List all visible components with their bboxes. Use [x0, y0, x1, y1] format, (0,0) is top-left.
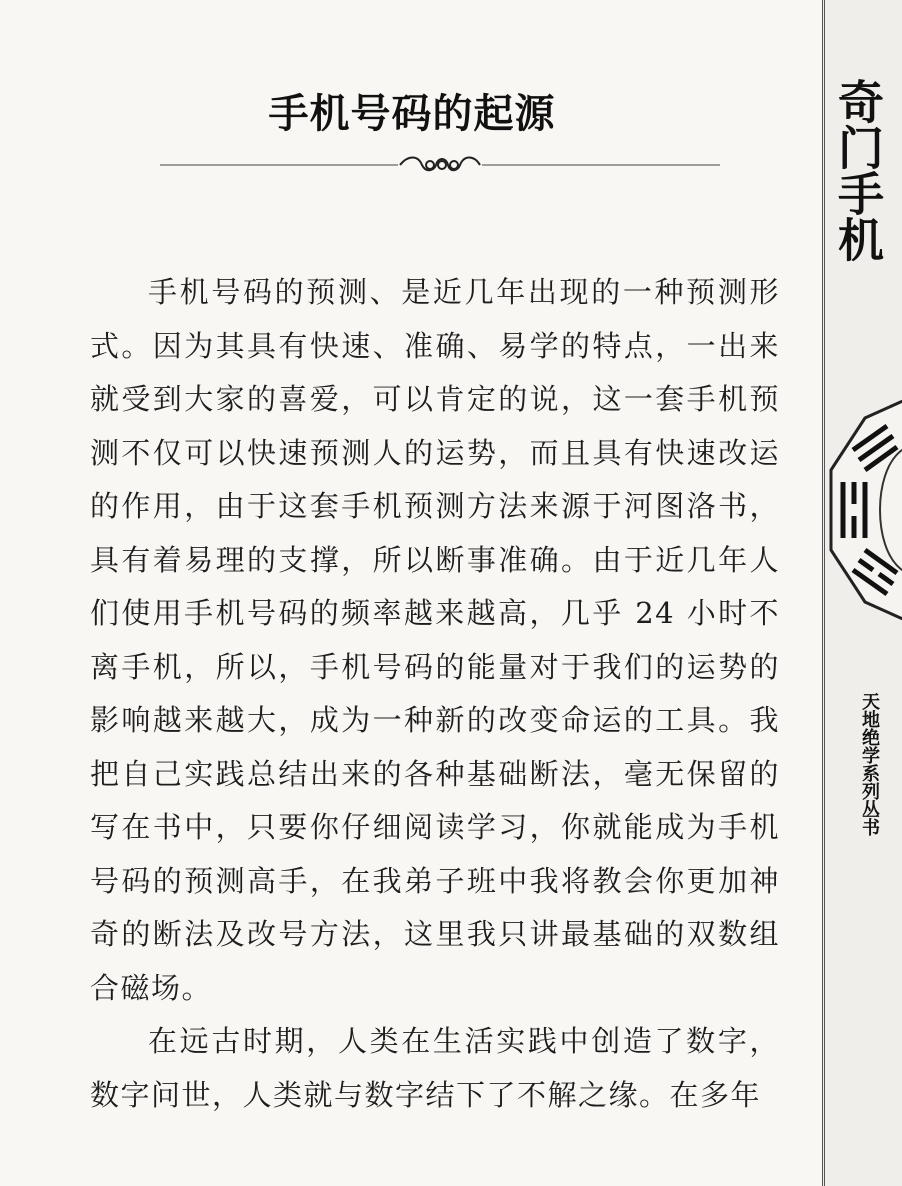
title-divider-ornament	[160, 145, 720, 185]
page-title: 手机号码的起源	[268, 91, 556, 137]
paragraph: 在远古时期，人类在生活实践中创造了数字，数字问世，人类就与数字结下了不解之缘。在多年	[90, 1024, 780, 1112]
bagua-icon	[825, 400, 902, 620]
book-sidebar	[822, 0, 902, 1186]
paragraph: 手机号码的预测、是近几年出现的一种预测形式。因为其具有快速、准确、易学的特点，一出来就受到大家的喜爱，可以肯定的说，这一套手机预测不仅可以快速预测人的运势，而且具有快速改运的作用，由于这套手机预测方法来源于河图洛书，具有着易理的支撑，所以断事准确。由于近几年人们使用手机号码的频率越来越高，几乎 24 小时不离手机，所以，手机号码的能量对于我们的运势的影响越来越大，成为一种新的改变命运的工具。我把自己实践总结出来的各种基础断法，毫无保留的写在书中，只要你仔细阅读学习，你就能成为手机号码的预测高手，在我弟子班中我将教会你更加神奇的断法及改号方法，这里我只讲最基础的双数组合磁场。	[90, 275, 780, 1005]
series-title: 奇门手机	[831, 78, 885, 262]
article-body	[90, 266, 780, 1122]
collection-name: 天地绝学系列丛书	[859, 692, 880, 836]
